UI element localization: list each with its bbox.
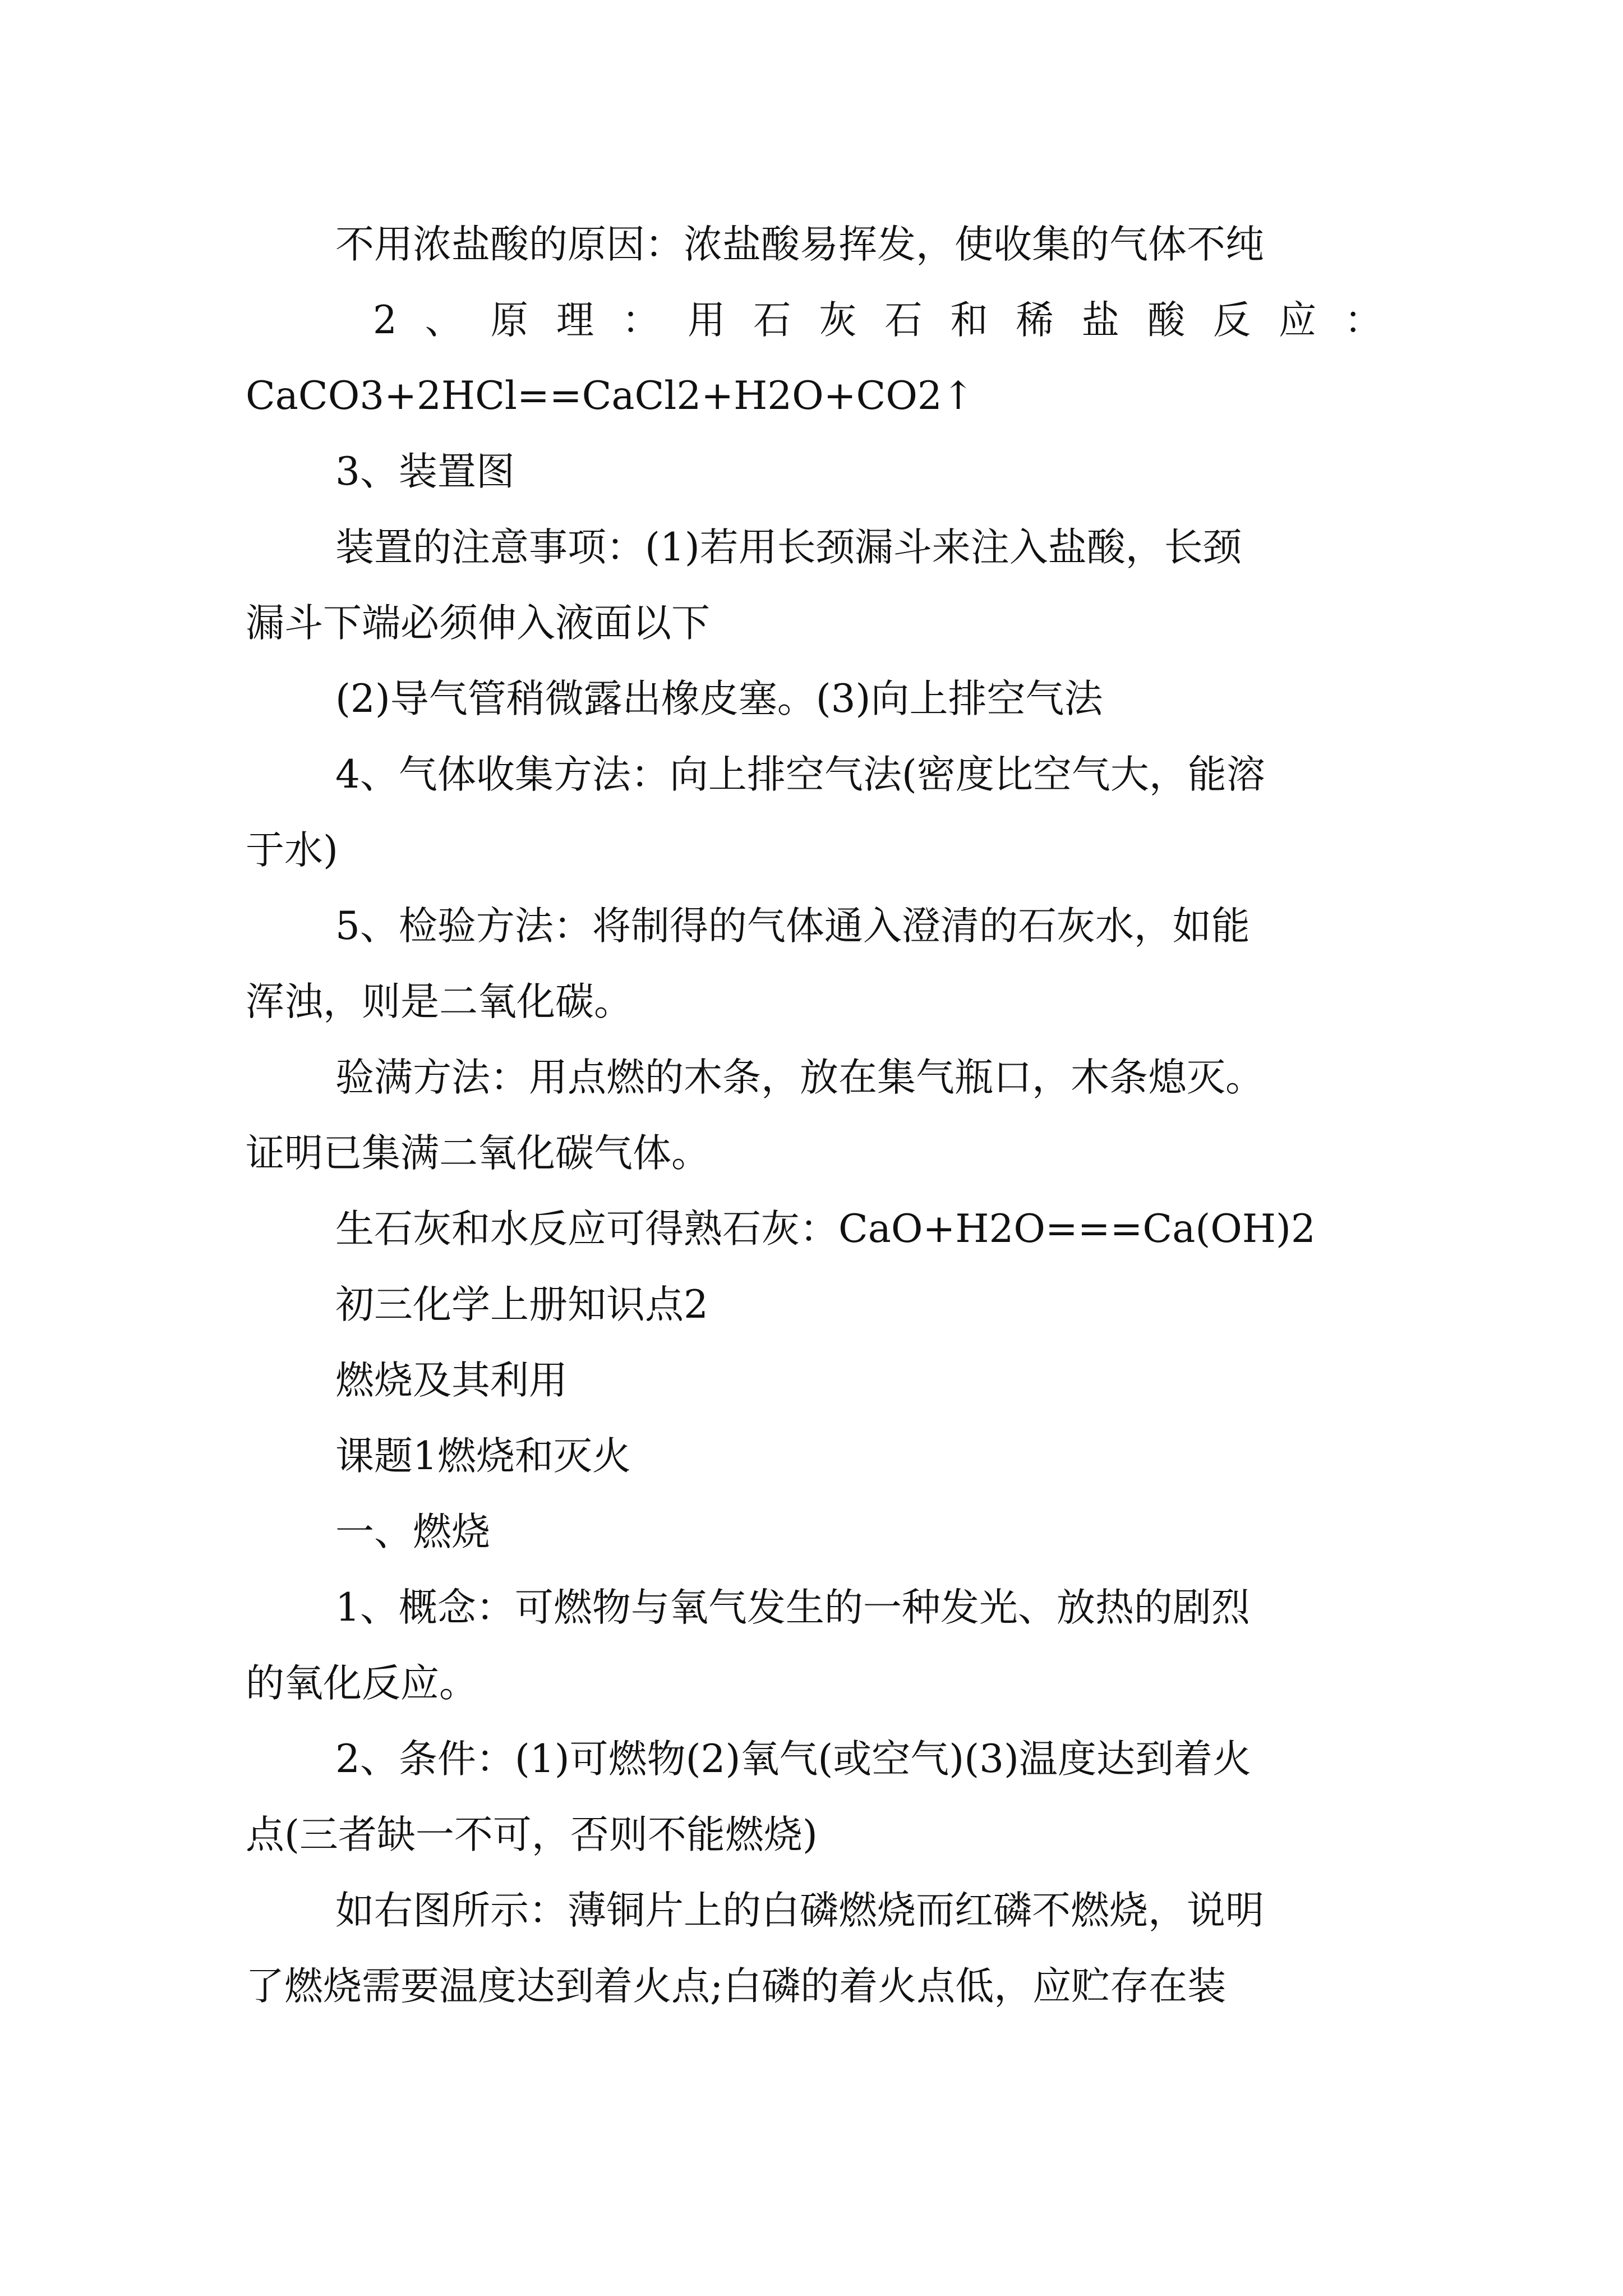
text-line-concept-cont: 的氧化反应。 (246, 1661, 478, 1706)
text-line-reaction-equation: CaCO3+2HCl==CaCl2+H2O+CO2↑ (246, 374, 975, 418)
text-line-figure-description-cont: 了燃烧需要温度达到着火点;白磷的着火点低，应贮存在装 (246, 1964, 1227, 2009)
section-heading-lesson-1: 课题1燃烧和灭火 (335, 1434, 631, 1479)
text-line-apparatus-notes: 装置的注意事项：(1)若用长颈漏斗来注入盐酸，长颈 (335, 525, 1242, 570)
text-line-concept: 1、概念：可燃物与氧气发生的一种发光、放热的剧烈 (335, 1585, 1250, 1630)
text-line-apparatus-notes-cont: 漏斗下端必须伸入液面以下 (246, 601, 710, 646)
text-line-collection-method-cont: 于水) (246, 828, 338, 873)
text-line-collection-method: 4、气体收集方法：向上排空气法(密度比空气大，能溶 (335, 752, 1265, 797)
section-heading-combustion: 一、燃烧 (335, 1510, 490, 1554)
text-line-conditions-cont: 点(三者缺一不可，否则不能燃烧) (246, 1812, 818, 1857)
text-line-principle: 2、原理：用石灰石和稀盐酸反应： (373, 298, 1410, 343)
text-line-apparatus-notes-2-3: (2)导气管稍微露出橡皮塞。(3)向上排空气法 (335, 677, 1103, 721)
text-line-apparatus-heading: 3、装置图 (335, 449, 515, 494)
text-line-full-check-method: 验满方法：用点燃的木条，放在集气瓶口，木条熄灭。 (335, 1055, 1264, 1100)
text-line-conditions: 2、条件：(1)可燃物(2)氧气(或空气)(3)温度达到着火 (335, 1737, 1251, 1782)
section-heading-knowledge-2: 初三化学上册知识点2 (335, 1282, 708, 1327)
text-line-test-method: 5、检验方法：将制得的气体通入澄清的石灰水，如能 (335, 904, 1250, 949)
text-line-test-method-cont: 浑浊，则是二氧化碳。 (246, 979, 633, 1024)
text-line-full-check-method-cont: 证明已集满二氧化碳气体。 (246, 1131, 710, 1176)
text-line-slaked-lime: 生石灰和水反应可得熟石灰：CaO+H2O===Ca(OH)2 (335, 1207, 1316, 1251)
text-line-figure-description: 如右图所示：薄铜片上的白磷燃烧而红磷不燃烧，说明 (335, 1888, 1264, 1933)
section-heading-combustion-use: 燃烧及其利用 (335, 1358, 568, 1403)
text-line-non-concentrated-hcl-reason: 不用浓盐酸的原因：浓盐酸易挥发，使收集的气体不纯 (335, 222, 1264, 267)
